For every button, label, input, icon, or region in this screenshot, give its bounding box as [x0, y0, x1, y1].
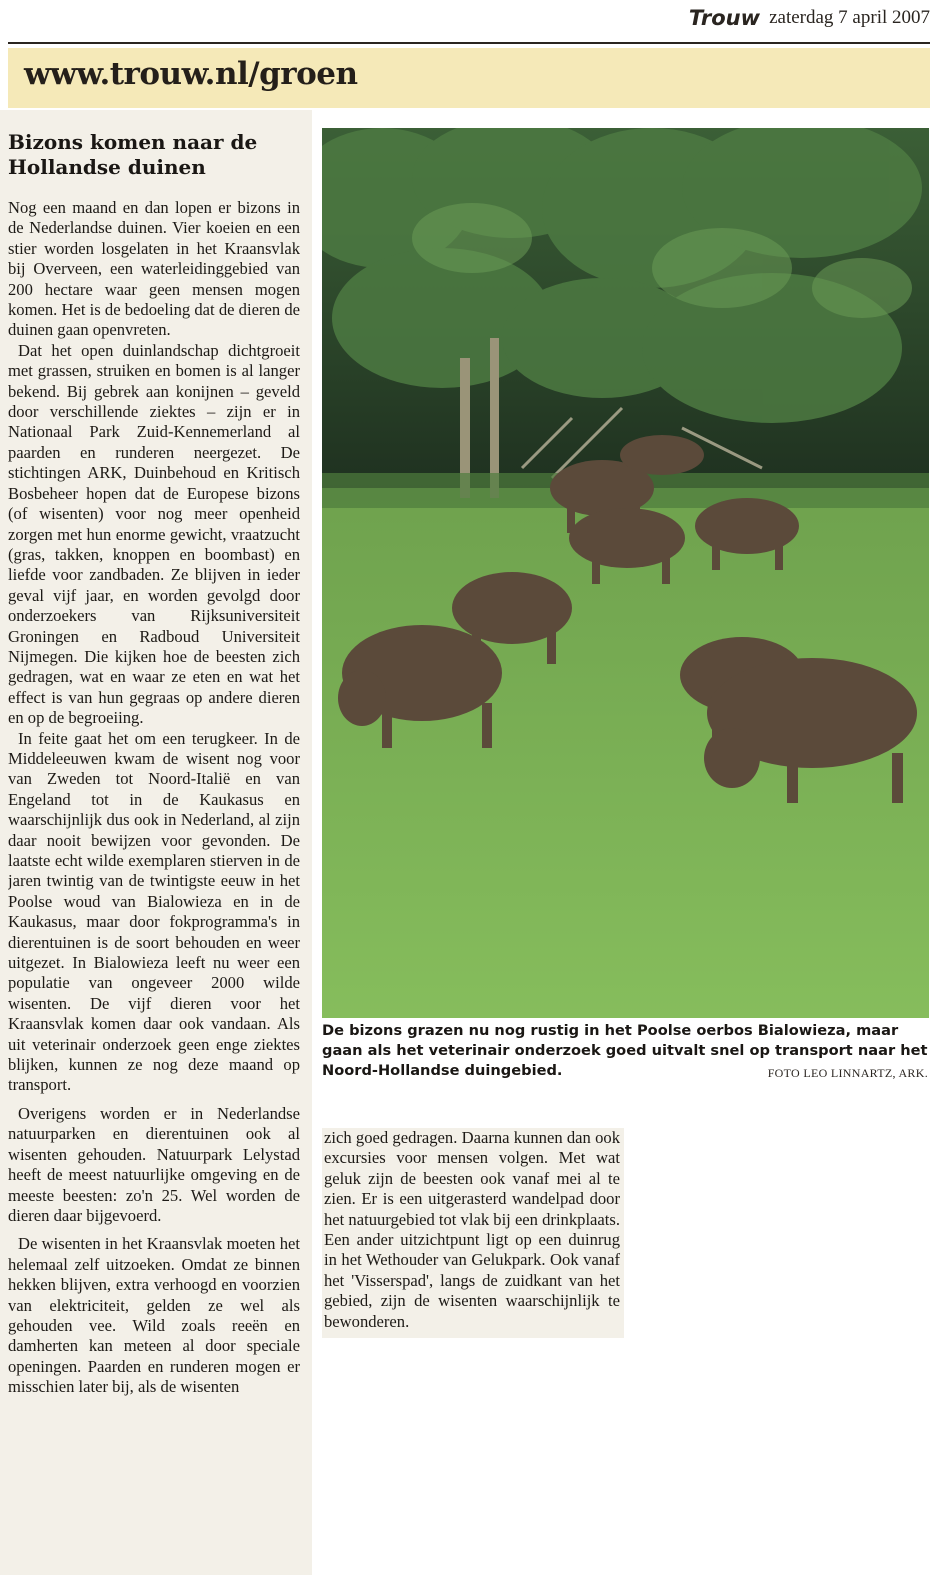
article-continuation-paragraph: zich goed gedragen. Daarna kunnen dan ook excursies voor mensen volgen. Met wat geluk zijn de beesten ook vanaf mei al te zien. Er is een uitgerasterd wandelpad door het natuurgebied tot vlak bij een drinkplaats. Een ander uitzichtpunt ligt op een duinrug in het Wethouder van Gelukpark. Ook vanaf het 'Visserspad', langs de zuidkant van het gebied, zijn de wisenten waarschijnlijk te bewonderen.: [324, 1128, 620, 1331]
article-continuation: [322, 1128, 624, 1338]
bison-photo: [322, 128, 929, 1018]
article-paragraph-3: In feite gaat het om een terugkeer. In de Middeleeuwen kwam de wisent nog voor van Zweden tot Noord-Italië en van Engeland tot in de Kaukasus en waarschijnlijk dus ook in Nederland, al zijn daar nooit bewijzen voor gevonden. De laatste echt wilde exemplaren stierven in de jaren twintig van de twintigste eeuw in het Poolse woud van Bialowieza en in de Kaukasus, maar door fokprogramma's in dierentuinen is de soort behouden en weer uitgezet. In Bialowieza leeft nu weer een populatie van ongeveer 2000 wilde wisenten. De vijf dieren voor het Kraansvlak komen daar ook vandaan. Als uit veterinair onderzoek geen enge ziektes blijken, kunnen ze nog deze maand op transport.: [8, 728, 300, 1095]
section-banner: [8, 48, 930, 108]
section-url[interactable]: www.trouw.nl/groen: [24, 56, 358, 92]
photo-credit: FOTO LEO LINNARTZ, ARK.: [767, 1066, 928, 1080]
newspaper-brand: Trouw: [688, 6, 760, 30]
masthead: [0, 0, 946, 40]
issue-date: zaterdag 7 april 2007: [769, 7, 930, 28]
photo-caption: De bizons grazen nu nog rustig in het Poolse oerbos Bialowieza, maar gaan als het veterinair onderzoek goed uitvalt snel op transport naar het Noord-Hollandse duingebied.: [322, 1022, 928, 1079]
bison-photo-illustration: [322, 128, 929, 1018]
article-headline: Bizons komen naar de Hollandse duinen: [8, 130, 258, 179]
article-paragraph-1: Nog een maand en dan lopen er bizons in de Nederlandse duinen. Vier koeien en een stier worden losgelaten in het Kraansvlak bij Overveen, een waterleidinggebied van 200 hectare waar geen mensen mogen komen. Het is de bedoeling dat de dieren de duinen gaan openvreten.: [8, 198, 300, 340]
masthead-rule: [8, 42, 930, 44]
article-body: [8, 198, 300, 1573]
article-paragraph-2: Dat het open duinlandschap dichtgroeit met grassen, struiken en bomen is al langer bekend. Bij gebrek aan konijnen – geveld door verschillende ziektes – zijn er in Nationaal Park Zuid-Kennemerland al paarden en runderen neergezet. De stichtingen ARK, Duinbehoud en Kritisch Bosbeheer hopen dat de Europese bizons (of wisenten) voor nog meer openheid zorgen met hun enorme gewicht, vraatzucht (gras, takken, knoppen en boombast) en liefde voor zandbaden. Ze blijven in ieder geval vijf jaar, en worden gevolgd door onderzoekers van Rijksuniversiteit Groningen en Radboud Universiteit Nijmegen. Die kijken hoe de beesten zich gedragen, wat en waar ze eten en wat het effect is van hun gegraas op andere dieren en op de begroeiing.: [8, 340, 300, 728]
article-paragraph-5: De wisenten in het Kraansvlak moeten het helemaal zelf uitzoeken. Omdat ze binnen hekken blijven, extra verhoogd en voorzien van elektriciteit, gelden ze wel als gehouden vee. Wild zoals reeën en damherten kan meteen al door speciale openingen. Paarden en runderen mogen er misschien later bij, als de wisenten: [8, 1234, 300, 1397]
article-paragraph-4: Overigens worden er in Nederlandse natuurparken en dierentuinen ook al wisenten gehouden. Natuurpark Lelystad heeft de meest natuurlijke omgeving en de meeste beesten: zo'n 25. Wel worden de dieren daar bijgevoerd.: [8, 1103, 300, 1225]
